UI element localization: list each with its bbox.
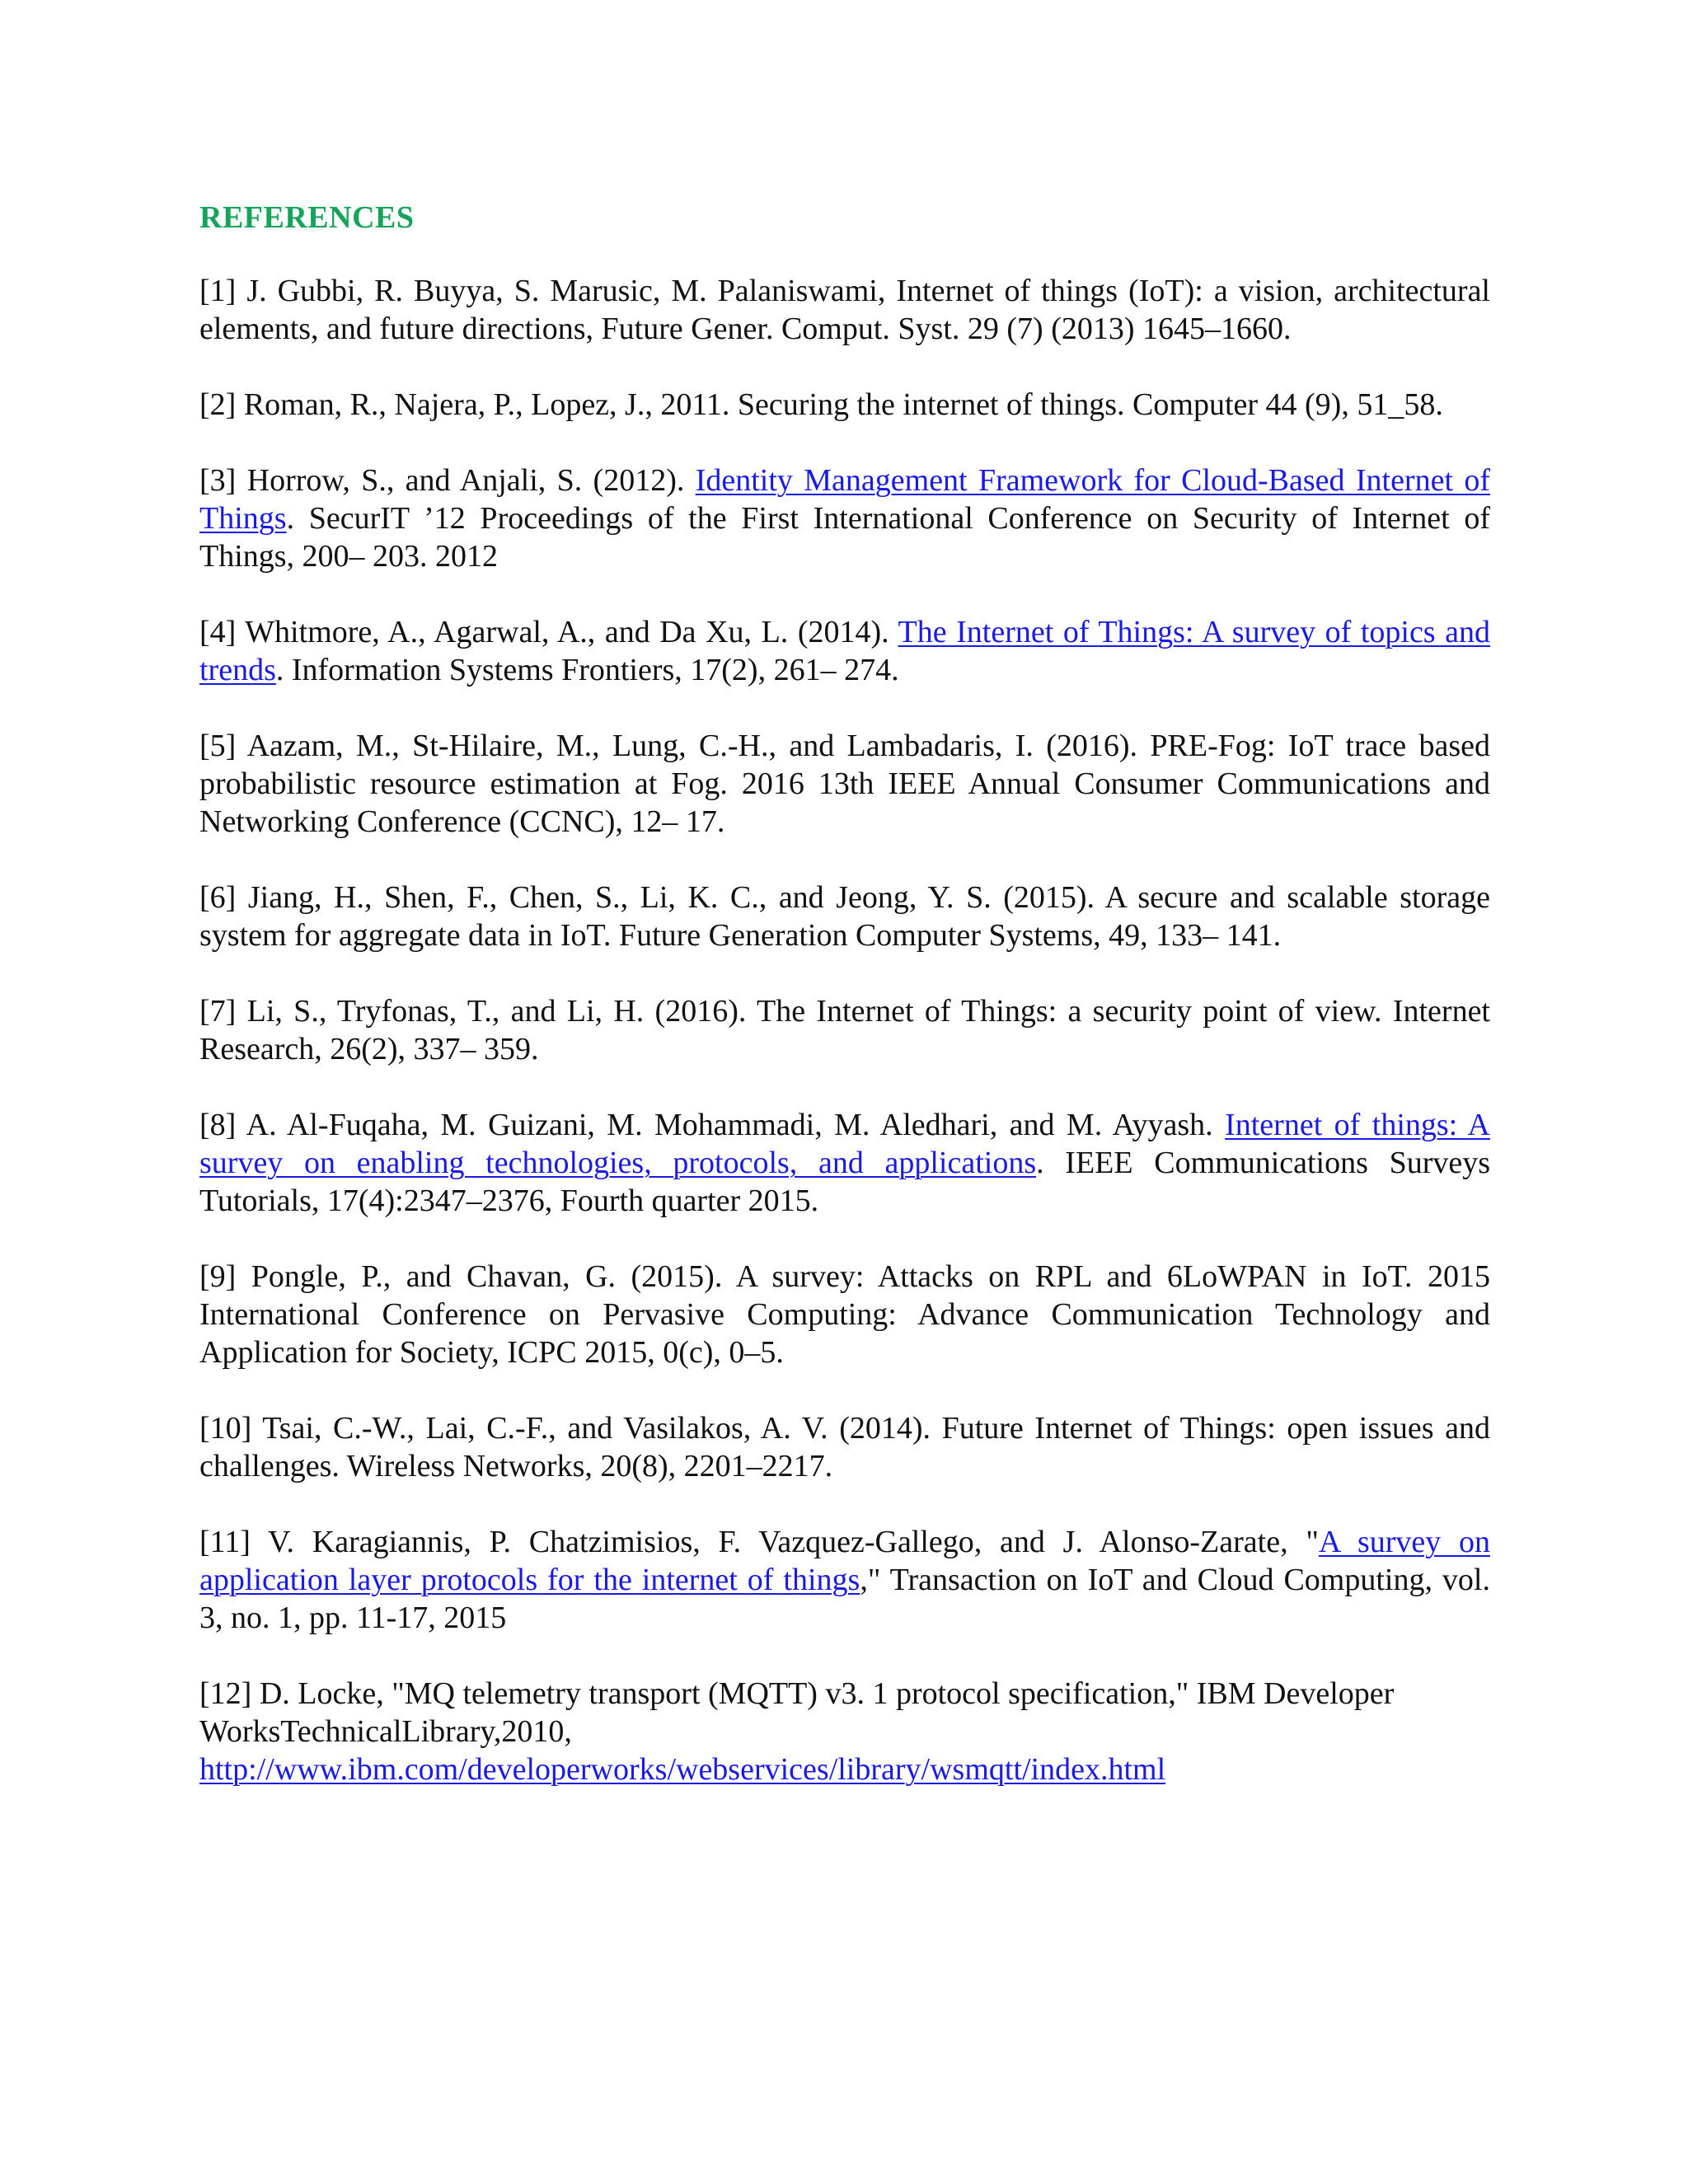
reference-text: Pongle, P., and Chavan, G. (2015). A survey: Attacks on RPL and 6LoWPAN in IoT. 2015 International Conference on Pervasive Computing: Advance Communication Technology and Application for Society, ICPC 2015, 0(c), 0–5. <box>199 1259 1490 1370</box>
reference-number: [7] <box>199 994 237 1029</box>
reference-number: [11] <box>199 1525 251 1559</box>
reference-item-9 <box>199 1258 1490 1371</box>
reference-text: Li, S., Tryfonas, T., and Li, H. (2016). The Internet of Things: a security point of view. Internet Research, 26(2), 337– 359. <box>199 994 1490 1066</box>
reference-item-7 <box>199 992 1490 1068</box>
reference-number: [5] <box>199 729 237 763</box>
reference-item-3 <box>199 462 1490 575</box>
references-page <box>199 196 1490 1788</box>
reference-number: [12] <box>199 1676 252 1711</box>
reference-number: [10] <box>199 1411 252 1446</box>
reference-text-after-link: . SecurIT ’12 Proceedings of the First International Conference on Security of Internet of Things, 200– 203. 2012 <box>199 501 1490 574</box>
reference-text: Aazam, M., St-Hilaire, M., Lung, C.-H., and Lambadaris, I. (2016). PRE-Fog: IoT trace based probabilistic resource estimation at Fog. 2016 13th IEEE Annual Consumer Communications and Networking Conference (CCNC), 12– 17. <box>199 729 1490 839</box>
reference-number: [1] <box>199 274 237 308</box>
reference-item-2 <box>199 386 1490 424</box>
reference-text: Roman, R., Najera, P., Lopez, J., 2011. Securing the internet of things. Computer 44 (9), 51_58. <box>236 387 1443 422</box>
reference-text-before-link: D. Locke, "MQ telemetry transport (MQTT) v3. 1 protocol specification," IBM Developer WorksTechnicalLibrary,2010, <box>199 1676 1395 1749</box>
reference-text: J. Gubbi, R. Buyya, S. Marusic, M. Palaniswami, Internet of things (IoT): a vision, architectural elements, and future directions, Future Gener. Comput. Syst. 29 (7) (2013) 1645–1660. <box>199 274 1490 346</box>
reference-item-12 <box>199 1675 1490 1788</box>
reference-number: [9] <box>199 1259 237 1294</box>
reference-link[interactable]: Internet of things: A survey on enabling technologies, protocols, and applications <box>199 1108 1490 1180</box>
reference-item-1 <box>199 272 1490 348</box>
reference-text-before-link: A. Al-Fuqaha, M. Guizani, M. Mohammadi, M. Aledhari, and M. Ayyash. <box>236 1108 1226 1142</box>
reference-text: Jiang, H., Shen, F., Chen, S., Li, K. C., and Jeong, Y. S. (2015). A secure and scalable storage system for aggregate data in IoT. Future Generation Computer Systems, 49, 133– 141. <box>199 880 1490 953</box>
reference-text-before-link: Horrow, S., and Anjali, S. (2012). <box>236 463 696 498</box>
reference-link[interactable]: A survey on application layer protocols for the internet of things <box>199 1525 1491 1597</box>
reference-text: Tsai, C.-W., Lai, C.-F., and Vasilakos, A. V. (2014). Future Internet of Things: open issues and challenges. Wireless Networks, 20(8), 2201–2217. <box>199 1411 1490 1483</box>
reference-item-8 <box>199 1106 1490 1220</box>
reference-number: [4] <box>199 615 237 649</box>
reference-text-after-link: . IEEE Communications Surveys Tutorials, 17(4):2347–2376, Fourth quarter 2015. <box>199 1146 1491 1218</box>
reference-text-after-link: ," Transaction on IoT and Cloud Computing, vol. 3, no. 1, pp. 11-17, 2015 <box>199 1563 1490 1635</box>
reference-item-11 <box>199 1523 1490 1637</box>
reference-item-10 <box>199 1409 1490 1485</box>
reference-number: [3] <box>199 463 237 498</box>
reference-text-before-link: Whitmore, A., Agarwal, A., and Da Xu, L. (2014). <box>236 615 898 649</box>
reference-link[interactable]: The Internet of Things: A survey of topics and trends <box>199 615 1491 687</box>
reference-item-5 <box>199 727 1490 841</box>
reference-item-6 <box>199 879 1490 954</box>
reference-text-before-link: V. Karagiannis, P. Chatzimisios, F. Vazquez-Gallego, and J. Alonso-Zarate, " <box>250 1525 1319 1559</box>
reference-number: [2] <box>199 387 237 422</box>
references-heading: REFERENCES <box>199 200 415 235</box>
reference-number: [6] <box>199 880 237 915</box>
reference-item-4 <box>199 613 1490 689</box>
reference-text-after-link: . Information Systems Frontiers, 17(2), 261– 274. <box>275 653 899 687</box>
reference-number: [8] <box>199 1108 237 1142</box>
reference-link[interactable]: Identity Management Framework for Cloud-Based Internet of Things <box>199 463 1491 536</box>
reference-url-link[interactable]: http://www.ibm.com/developerworks/webservices/library/wsmqtt/index.html <box>199 1752 1166 1787</box>
